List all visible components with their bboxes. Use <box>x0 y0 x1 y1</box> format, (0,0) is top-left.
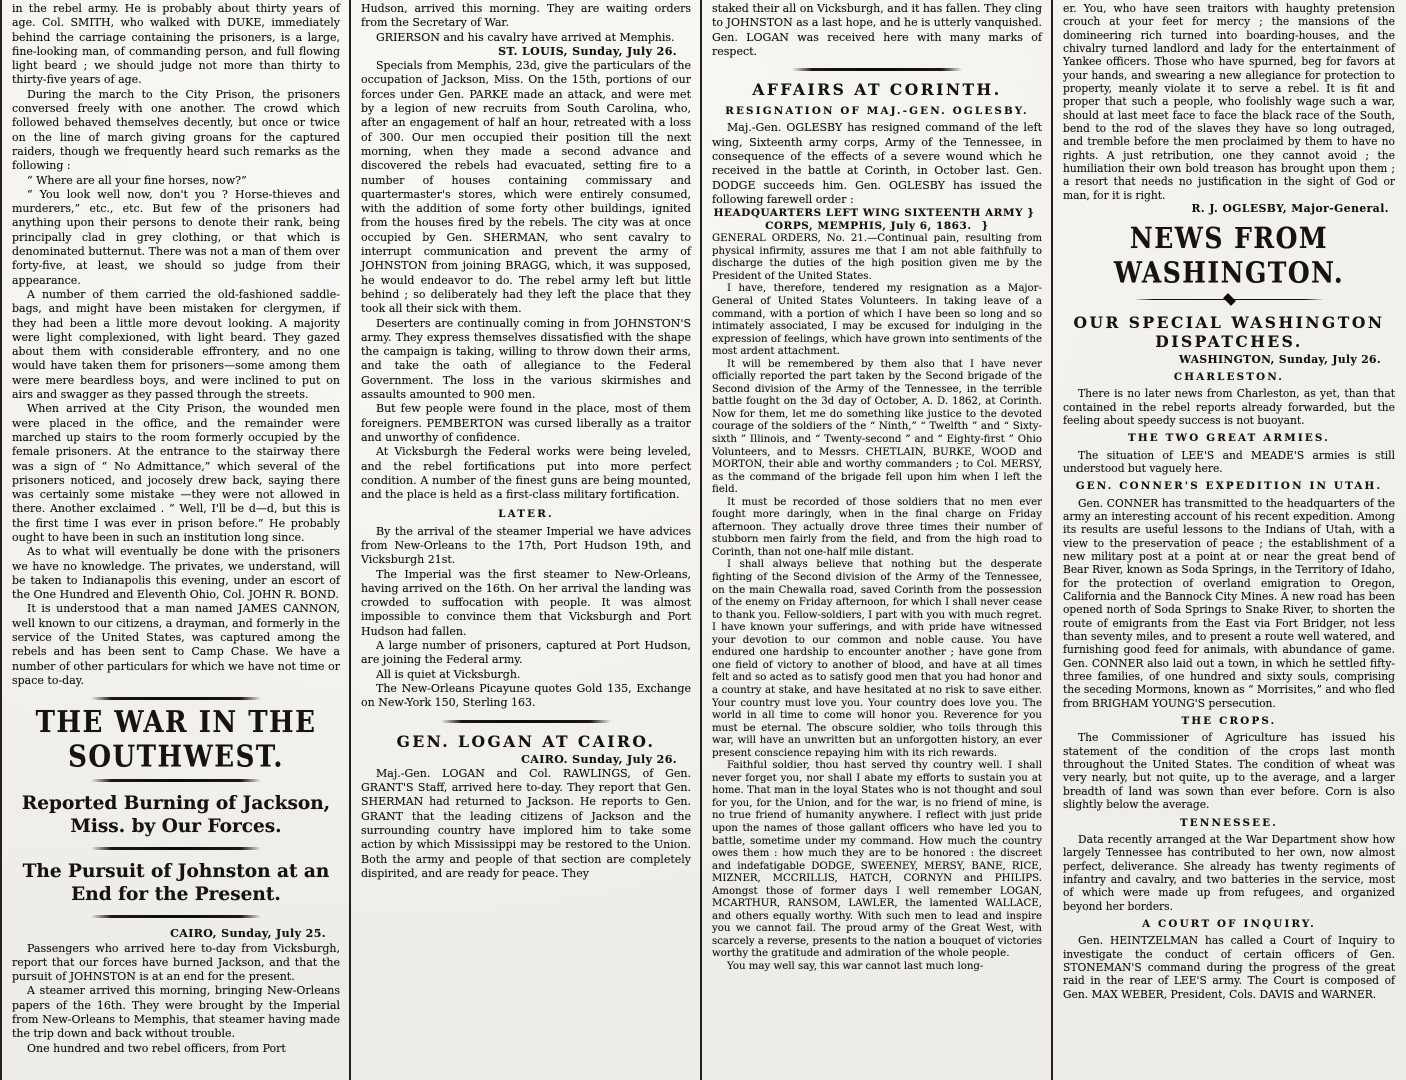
crosshead: TENNESSEE. <box>1179 816 1279 829</box>
crosshead: RESIGNATION OF MAJ.-GEN. OGLESBY. <box>725 105 1029 118</box>
article-paragraph: It will be remembered by them also that I have never officially reported the part taken by the Second brigade of the Second division of the Army of the Tennessee, in the terrible battle fought on the 3d day of October, A. D. 1862, at Corinth. Now for them, let me do something like justice to the devoted courage of the soldiers of the “ Ninth,” “ Twelfth ” and “ Sixty-sixth ” Illinois, and “ Twenty-second ” and “ Eighty-first ” Ohio Volunteers, and to Messrs. CHETLAIN, BURKE, WOOD and MORTON, their able and worthy commanders ; to Col. MERSY, as the command of the brigade fell upon him when I left the field. <box>712 358 1042 496</box>
section-headline: OUR SPECIAL WASHINGTON DISPATCHES. <box>1073 312 1385 351</box>
article-paragraph: A steamer arrived this morning, bringing New-Orleans papers of the 16th. They were brought by the Imperial from New-Orleans to Memphis, that steamer having made the trip down and back without trouble. <box>12 984 340 1041</box>
article-paragraph: There is no later news from Charleston, as yet, than that contained in the rebel reports already forwarded, but the feeling about speedy success is not buoyant. <box>1063 387 1395 427</box>
article-paragraph-continuation: GENERAL ORDERS, No. 21.—Continual pain, resulting from physical infirmity, assures me that I am not able faithfully to discharge the duties of the high position given me by the President of the United States. <box>712 233 1042 282</box>
article-paragraph: Deserters are continually coming in from JOHNSTON'S army. They express themselves dissatisfied with the shape the campaign is taking, willing to throw down their arms, and take the oath of allegiance to the Federal Government. The loss in the various skirmishes and assaults amounted to 900 men. <box>361 316 691 402</box>
crosshead: CHARLESTON. <box>1173 370 1285 383</box>
separator-rule <box>792 68 962 71</box>
newspaper-column-3 <box>702 0 1053 1080</box>
section-headline: GEN. LOGAN AT CAIRO. <box>396 731 656 751</box>
newspaper-column-2 <box>351 0 702 1080</box>
article-headline: NEWS FROM WASHINGTON. <box>1113 221 1345 289</box>
section-headline: AFFAIRS AT CORINTH. <box>752 80 1002 100</box>
article-paragraph: Specials from Memphis, 23d, give the particulars of the occupation of Jackson, Miss. On the 15th, portions of our forces under Gen. PARKE made an attack, and were met by a legion of new recruits from South Carolina, who, after an engagement of half an hour, retreated with a loss of 300. Our men occupied their position till the next morning, when they made a second advance and discovered the rebels had evacuated, setting fire to a number of houses containing commissary and quartermaster's stores, which were entirely consumed, with the addition of some forty other buildings, ignited from the houses fired by the rebels. The city was at once occupied by Gen. SHERMAN, who sent cavalry to interrupt communication and prevent the army of JOHNSTON from joining BRAGG, which, it was supposed, he would endeavor to do. The rebel army left but little behind ; so deliberately had they left the place that they took all their sick with them. <box>361 59 691 316</box>
article-paragraph-continuation: staked their all on Vicksburgh, and it has fallen. They cling to JOHNSTON as a last hope, and he is utterly vanquished. Gen. LOGAN was received here with many marks of respect. <box>712 2 1042 58</box>
article-paragraph: You may well say, this war cannot last much long- <box>727 960 984 972</box>
article-paragraph-continuation: er. You, who have seen traitors with haughty pretension crouch at your feet for mercy ; the mansions of the domineering rich turned into boarding-houses, and the chivalry turned landlord and lady for the entertainment of Yankee officers. Those who have spurned, beg for favors at your hands, and swearing a new allegiance for protection to property, meanly violate it to serve a rebel. It is fit and proper that such a people, who foolishly wage such a war, should at last meet face to face the black race of the South, bend to the rod of the slaves they have so long outraged, and tremble before the men proclaimed by them to have no rights. A just retribution, one they cannot avoid ; the humiliation their own bold treason has brought upon them ; a resort that needs no justification in the sight of God or man, for it is right. <box>1063 2 1395 202</box>
article-paragraph: Data recently arranged at the War Department show how largely Tennessee has contributed to her own, now almost perfect, deliverance. She already has twenty regiments of infantry and cavalry, and two batteries in the service, most of which were made up from refugees, and organized beyond her borders. <box>1063 832 1395 913</box>
article-paragraph: By the arrival of the steamer Imperial we have advices from New-Orleans to the 17th, Port Hudson 19th, and Vicksburgh 21st. <box>361 524 691 567</box>
article-paragraph: “ Where are all your fine horses, now?” <box>27 173 247 187</box>
article-paragraph: GRIERSON and his cavalry have arrived at Memphis. <box>376 30 675 44</box>
article-paragraph: Passengers who arrived here to-day from Vicksburgh, report that our forces have burned Jackson, and that the pursuit of JOHNSTON is at an end for the present. <box>12 941 340 984</box>
order-header: HEADQUARTERS LEFT WING SIXTEENTH ARMY } CORPS, MEMPHIS, July 6, 1863. } <box>713 207 1041 233</box>
article-paragraph: It is understood that a man named JAMES CANNON, well known to our citizens, a drayman, and formerly in the service of the United States, was captured among the rebels and has been sent to Camp Chase. We have a number of other particulars for which we have not time or space to-day. <box>12 602 340 687</box>
dateline: ST. LOUIS, Sunday, July 26. <box>498 44 677 58</box>
article-paragraph: One hundred and two rebel officers, from Port <box>27 1041 286 1055</box>
article-paragraph: During the march to the City Prison, the prisoners conversed freely with one another. The crowd which followed behaved themselves decently, but once or twice on the line of march giving groans for the captured raiders, though we frequently heard such remarks as the following : <box>12 87 340 173</box>
crosshead: THE TWO GREAT ARMIES. <box>1128 432 1330 445</box>
article-paragraph: As to what will eventually be done with the prisoners we have no knowledge. The privates, we understand, will be taken to Indianapolis this evening, under an escort of the One Hundred and Eleventh Ohio, Col. JOHN R. BOND. <box>12 545 340 602</box>
separator-rule <box>91 697 261 700</box>
newspaper-column-4 <box>1053 0 1404 1080</box>
article-paragraph: At Vicksburgh the Federal works were being leveled, and the rebel fortifications put into more perfect condition. A number of the finest guns are being mounted, and the place is held as a first-class military fortification. <box>361 445 691 502</box>
separator-rule <box>91 847 261 850</box>
separator-rule-diamond <box>1134 294 1324 306</box>
article-paragraph: Maj.-Gen. LOGAN and Col. RAWLINGS, of Gen. GRANT'S Staff, arrived here to-day. They report that Gen. SHERMAN had returned to Jackson. He reports to Gen. GRANT that the leading citizens of Jackson and the surrounding country have implored him to take some action by which Mississippi may be restored to the Union. Both the army and people of that section are completely dispirited, and are ready for peace. They <box>361 766 691 880</box>
separator-rule <box>91 779 261 782</box>
separator-rule <box>441 720 611 723</box>
article-paragraph: “ You look well now, don't you ? Horse-thieves and murderers,” etc., etc. But few of the prisoners had anything upon their persons to denote their rank, being principally clad in grey clothing, or that which is denominated butternut. There was not a man of them over forty-five, at least, we should so judge from their appearance. <box>12 187 340 287</box>
article-paragraph: It must be recorded of those soldiers that no men ever fought more daringly, when in the final charge on Friday afternoon. They actually drove three times their number of stubborn men fairly from the field, and from the high road to Corinth, than not one-half mile distant. <box>712 496 1042 558</box>
article-paragraph: A number of them carried the old-fashioned saddle-bags, and might have been mistaken for clergymen, if they had been a little more devout looking. A majority were light complexioned, with light beard. They gazed about them with considerable effrontery, and no one would have taken them for prisoners—some among them were mere beardless boys, and were inclined to put on airs and swagger as they passed through the streets. <box>12 287 340 402</box>
article-subheadline: Reported Burning of Jackson, Miss. by Our Forces. <box>21 793 331 838</box>
dateline: WASHINGTON, Sunday, July 26. <box>1178 352 1381 366</box>
article-paragraph: A large number of prisoners, captured at Port Hudson, are joining the Federal army. <box>361 639 691 667</box>
article-paragraph-continuation: in the rebel army. He is probably about thirty years of age. Col. SMITH, who walked with DUKE, immediately behind the carriage containing the prisoners, is a large, fine-looking man, of commanding person, and full flowing light beard ; we should judge not more than thirty to thirty-five years of age. <box>12 2 340 87</box>
dateline: CAIRO. Sunday, July 26. <box>521 752 677 766</box>
article-subheadline: The Pursuit of Johnston at an End for the Present. <box>22 861 330 906</box>
article-paragraph: I have, therefore, tendered my resignation as a Major-General of United States Volunteers. In taking leave of a command, with a portion of which I have been so long and so intimately associated, I may be excused for indulging in the expression of feelings, which have grown into sentiments of the most ardent attachment. <box>712 283 1042 358</box>
crosshead: A COURT OF INQUIRY. <box>1142 917 1316 930</box>
article-paragraph: The New-Orleans Picayune quotes Gold 135, Exchange on New-York 150, Sterling 163. <box>361 681 691 710</box>
dateline: CAIRO, Sunday, July 25. <box>170 927 326 941</box>
separator-rule <box>91 915 261 918</box>
signature: R. J. OGLESBY, Major-General. <box>1191 202 1389 216</box>
crosshead: LATER. <box>498 508 554 521</box>
article-paragraph: Gen. HEINTZELMAN has called a Court of Inquiry to investigate the conduct of certain officers of Gen. STONEMAN'S command during the progress of the great raid in the rear of LEE'S army. The Court is composed of Gen. MAX WEBER, President, Cols. DAVIS and WARNER. <box>1063 934 1395 1001</box>
crosshead: THE CROPS. <box>1181 715 1277 728</box>
article-paragraph: All is quiet at Vicksburgh. <box>376 667 521 681</box>
article-paragraph-continuation: Hudson, arrived this morning. They are waiting orders from the Secretary of War. <box>361 2 691 30</box>
article-paragraph: But few people were found in the place, most of them foreigners. PEMBERTON was cursed liberally as a traitor and unworthy of confidence. <box>361 402 691 444</box>
newspaper-column-1 <box>0 0 351 1080</box>
article-paragraph: The Commissioner of Agriculture has issued his statement of the condition of the crops last month throughout the United States. The condition of wheat was very nearly, but not quite, up to the average, and a larger breadth of land was sown than ever before. Corn is also slightly below the average. <box>1063 731 1395 812</box>
article-paragraph: Faithful soldier, thou hast served thy country well. I shall never forget you, nor shall I abate my efforts to sustain you at home. That man in the loyal States who is not thought and soul for you, for the Union, and for the war, is no friend of mine, is no true friend of humanity anywhere. I reflect with just pride upon the names of those gallant officers who have led you to battle, sometime under my command. How much the country owes them : how much they are to be honored : the discreet and indefatigable DODGE, SWEENEY, MERSY, BANE, RICE, MIZNER, MCCRILLIS, HATCH, CORNYN and PHILIPS. Amongst those of former days I well remember LOGAN, MCARTHUR, RANSOM, LAWLER, the lamented WALLACE, and others equally worthy. With such men to lead and inspire you we cannot fail. The proud army of the Great West, with scarcely a reverse, presents to the nation a bouquet of victories worthy the gratitude and admiration of the whole people. <box>712 760 1043 960</box>
crosshead: GEN. CONNER'S EXPEDITION IN UTAH. <box>1075 480 1383 493</box>
article-paragraph: The Imperial was the first steamer to New-Orleans, having arrived on the 16th. On her arrival the landing was crowded to suffocation with people. It was almost impossible to convince them that Vicksburgh and Port Hudson had fallen. <box>361 567 691 638</box>
article-paragraph: The situation of LEE'S and MEADE'S armies is still understood but vaguely here. <box>1063 448 1395 475</box>
article-paragraph: Maj.-Gen. OGLESBY has resigned command of the left wing, Sixteenth army corps, Army of the Tennessee, in consequence of the effects of a severe wound which he received in the battle at Corinth, in October last. Gen. DODGE succeeds him. Gen. OGLESBY has issued the following farewell order : <box>712 121 1042 206</box>
article-paragraph: When arrived at the City Prison, the wounded men were placed in the office, and the remainder were marched up stairs to the room formerly occupied by the female prisoners. At the entrance to the stairway there was a sign of “ No Admittance,” which several of the prisoners noticed, and jocosely drew back, saying there was certainly some mistake —they were not allowed in there. Another exclaimed . “ Well, I'll be d—d, but this is the first time I was ever in prison before.” He probably ought to have been in such an institution long since. <box>12 402 340 544</box>
article-paragraph: Gen. CONNER has transmitted to the headquarters of the army an interesting account of his recent expedition. Among its results are useful lessons to the Indians of Utah, with a view to the preservation of peace ; the establishment of a new military post at a point at or near the great bend of Bear River, known as Soda Springs, in the Territory of Idaho, for the protection of overland emigration to Oregon, California and the Bannock City Mines. A new road has been opened north of Soda Springs to Snake River, to shorten the route of emigrants from the East via Fort Bridger, not less than seventy miles, and to present a route well watered, and furnishing good feed for animals, with abundance of game. Gen. CONNER also laid out a town, in which he settled fifty-three families, of one hundred and sixty souls, comprising the seceding Mormons, known as “ Morrisites,” and who fled from BRIGHAM YOUNG'S persecution. <box>1063 496 1395 710</box>
article-headline: THE WAR IN THE SOUTHWEST. <box>35 705 317 775</box>
article-paragraph: I shall always believe that nothing but the desperate fighting of the Second division of the Army of the Tennessee, on the main Chewalla road, saved Corinth from the possession of the enemy on Friday afternoon, for which I shall never cease to thank you. Fellow-soldiers, I part with you with much regret. I have known your sufferings, and with pride have witnessed your devotion to our common and noble cause. You have endured one hardship to encounter another ; have gone from one field of victory to another of blood, and have at all times felt and so acted as to satisfy good men that you had honor and a country at stake, and have hesitated at no risk to save either. Your country must love you. Your country does love you. The world in all time to come will honor you. Reverence for you must be eternal. The obscure soldier, who toils through this war, will have an unwritten but an unforgotten history, an ever present conscience repaying him with its rich rewards. <box>712 559 1042 759</box>
